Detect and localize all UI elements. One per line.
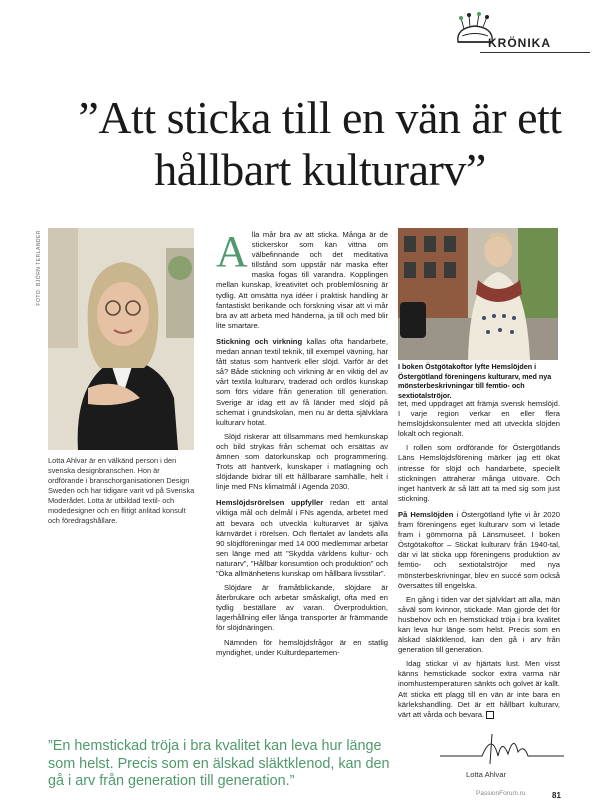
- section-label: KRÖNIKA: [488, 36, 551, 50]
- photo-credit: FOTO: BJÖRN TERLANDER: [36, 230, 42, 306]
- paragraph: [398, 510, 560, 591]
- paragraph: Slöjdare är framåtblickande, slöjdare är återbrukare och arbetar småskaligt, ofta med en tydlig beställare av varan. Överproduktion, lagerhållning eller långa transporter är främmande för slöjdnäringen.: [216, 583, 388, 633]
- author-portrait-image: [48, 228, 194, 450]
- paragraph-text: kallas ofta handarbete, medan annan textil teknik, till exempel vävning, har fått status som hantverk eller slöjd. Varför är det så? Både stickning och virkning är en viktig del av vårt textila kulturarv, traderad och ordlös kunskap som förs vidare från generation till generation. Sverige är idag ett av få länder med slöjd på schemat i grundskolan, men nu är detta självklara kulturarv hotat.: [216, 336, 388, 427]
- article-column-middle: [216, 227, 388, 658]
- paragraph: Nämnden för hemslöjdsfrågor är en statlig myndighet, under Kulturdepartemen-: [216, 637, 388, 657]
- sweater-caption: I boken Östgötakoftor lyfte Hemslöjden i Östergötland föreningens kulturarv, med nya mönsterbeskrivningar till femtio- och sextiotalströjor.: [398, 362, 552, 400]
- page-number: 81: [552, 791, 561, 800]
- section-divider: [480, 52, 590, 53]
- subhead: Stickning och virkning: [216, 336, 303, 346]
- paragraph: tet, med uppdraget att främja svensk hemslöjd. I varje region verkar en eller flera hemslöjdskonsulenter med att utveckla slöjden lokalt och regionalt.: [398, 399, 560, 439]
- subhead: På Hemslöjden: [398, 509, 454, 519]
- paragraph-text: redan ett antal viktiga mål och delmål i FNs agenda, arbetet med att bevara och utveckla kulturarvet är själva kärnvärdet i rörelsen. Och flertalet av landets alla 90 slöjdföreningar med 14 000 medlemmar arbetar sen länge med att ”Skydda världens kultur- och naturarv”, ”Hållbar konsumtion och produktion” och ”Öka allmänhetens kunskap om hållbara livsstilar”.: [216, 498, 388, 578]
- paragraph: Slöjd riskerar att tillsammans med hemkunskap och bild strykas från schemat och ersättas av ämnen som datorkunskap och programmering. Trots att hantverk, kunskaper i matlagning och slöjdande bidrar till ett hållbarare samhälle, helt i linje med FNs klimatmål i Agenda 2030.: [216, 431, 388, 492]
- paragraph-text: Idag stickar vi av hjärtats lust. Men visst känns hemstickade sockor extra varma när inomhustemperaturen sänkts och golvet är kallt. Att sticka ett plagg till en vän är inte bara en kärlekshandling. Det är ett hållbart kulturarv, värt att vårda och bevara.: [398, 659, 560, 719]
- paragraph-text: i Östergötland lyfte vi år 2020 fram föreningens eget kulturarv som vi letade fram i gömmorna på Länsmuseet. I boken Östgötakoftor – Stickat kulturarv från 1940-tal, där vi lät sticka upp föreningens produktion av femtio- och sextiotalströjor med nya mönsterbeskrivningar, blev en succé som också översattes till engelska.: [398, 509, 560, 590]
- paragraph: [216, 337, 388, 428]
- paragraph: En gång i tiden var det självklart att alla, män såväl som kvinnor, stickade. Man gjorde det för husbehov och en hemstickad tröja i bra kvalitet kan leva hur länge som helst. Precis som en älskad släktklenod, kan den gå i arv från generation till generation.: [398, 594, 560, 655]
- end-mark-icon: [486, 711, 494, 719]
- paragraph: [216, 498, 388, 579]
- drop-cap: A: [216, 227, 248, 276]
- paragraph: I rollen som ordförande för Östergötlands Läns Hemslöjdsförening märker jag ett ökat intresse för slöjd och handarbete, speciellt stickningen attraherar många utövare. Och inget hantverk är så lätt att ta med sig som just stickning.: [398, 443, 560, 503]
- pull-quote: ”En hemstickad tröja i bra kvalitet kan leva hur länge som helst. Precis som en älskad släktklenod, kan den gå i arv från generation till generation.”: [48, 738, 390, 789]
- paragraph: [216, 227, 388, 331]
- watermark: PassionForum.ru: [476, 790, 526, 797]
- paragraph-text: lla mår bra av att sticka. Många är de stickerskor som kan vittna om välbefinnande och det meditativa tillstånd som uppstår när maska efter maska fogas till varandra. Kopplingen mellan kunskap, kreativitet och problemlösning är tydlig. Att omsätta nya idéer i praktisk handling är fantastiskt berikande och forskning visar att vi mår bra av att arbeta med händerna, ja till och med blir lite smartare.: [216, 230, 388, 330]
- author-name: Lotta Ahlvar: [466, 770, 507, 779]
- headline: ”Att sticka till en vän är ett hållbart kulturarv”: [78, 92, 562, 195]
- signature-icon: [432, 726, 572, 766]
- author-caption: Lotta Ahlvar är en välkänd person i den svenska designbranschen. Hon är ordförande i branschorganisationen Design Sweden och har tidigare varit vd på Svenska Moderådet. Lotta är utbildad textil- och modedesigner och en flitigt anlitad konsult och föredragshållare.: [48, 456, 195, 525]
- paragraph: [398, 659, 560, 720]
- article-column-right: [398, 399, 560, 720]
- subhead: Hemslöjdsrörelsen uppfyller: [216, 498, 324, 508]
- sweater-photo-image: [398, 228, 558, 360]
